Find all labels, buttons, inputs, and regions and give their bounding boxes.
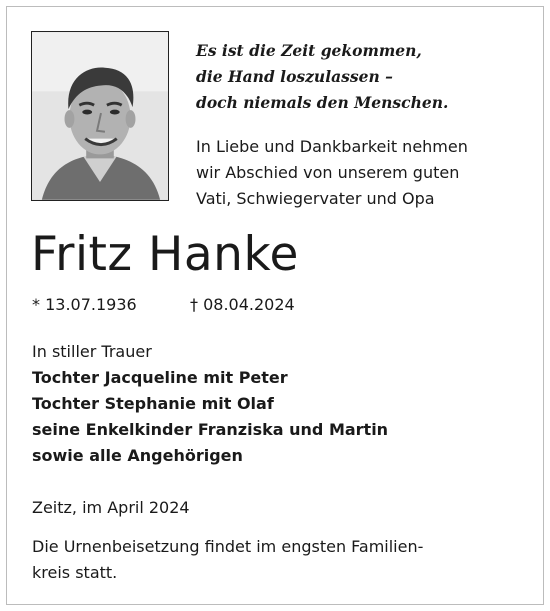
quote-line: Es ist die Zeit gekommen, <box>196 41 422 60</box>
mourners-list <box>32 339 388 469</box>
mourner-line: sowie alle Angehörigen <box>32 446 243 465</box>
memorial-quote <box>196 38 448 116</box>
farewell-line: wir Abschied von unserem guten <box>196 163 460 182</box>
mourner-line: seine Enkelkinder Franziska und Martin <box>32 420 389 439</box>
death-date: † 08.04.2024 <box>190 295 295 314</box>
quote-line: doch niemals den Menschen. <box>196 93 449 112</box>
farewell-text <box>196 134 468 212</box>
mourner-line: Tochter Stephanie mit Olaf <box>32 394 274 413</box>
farewell-line: Vati, Schwiegervater und Opa <box>196 189 435 208</box>
place-and-date: Zeitz, im April 2024 <box>32 498 190 517</box>
birth-date: * 13.07.1936 <box>32 295 137 314</box>
farewell-line: In Liebe und Dankbarkeit nehmen <box>196 137 468 156</box>
portrait-photo <box>31 31 169 201</box>
burial-note <box>32 534 423 586</box>
quote-line: die Hand loszulassen – <box>196 67 393 86</box>
deceased-name: Fritz Hanke <box>31 227 299 282</box>
burial-note-line: kreis statt. <box>32 563 118 582</box>
burial-note-line: Die Urnenbeisetzung findet im engsten Familien- <box>32 537 424 556</box>
obituary-card <box>6 6 544 605</box>
life-dates <box>32 292 295 318</box>
mourners-intro: In stiller Trauer <box>32 342 152 361</box>
mourner-line: Tochter Jacqueline mit Peter <box>32 368 288 387</box>
